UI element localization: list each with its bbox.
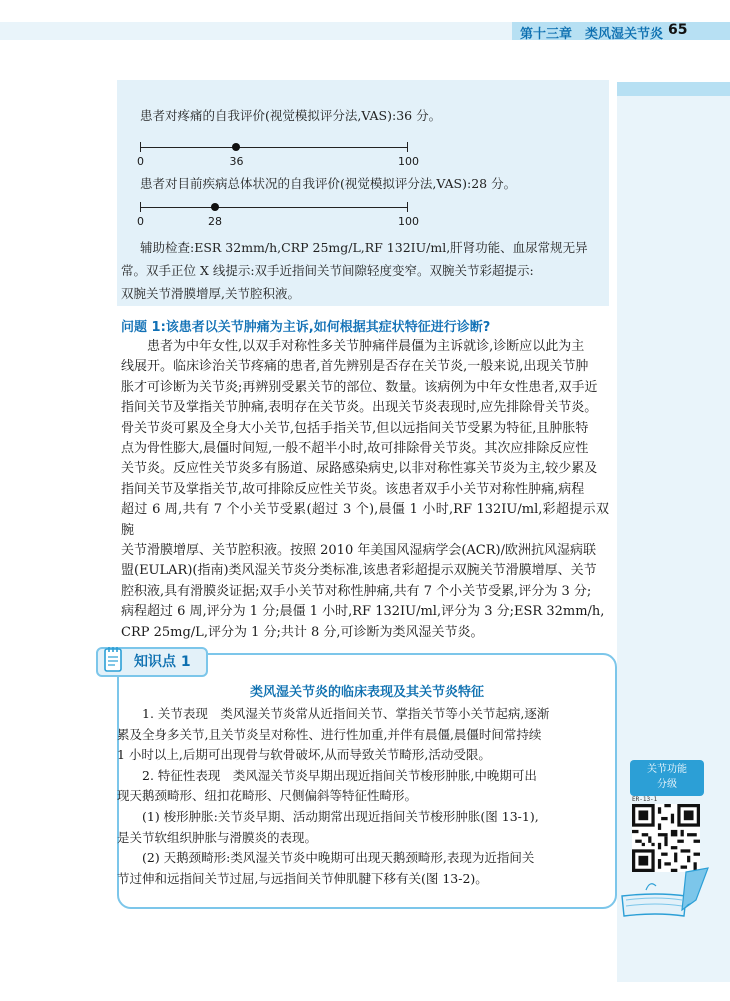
- knowledge-line: 节过伸和远指间关节过屈,与远指间关节伸肌腱下移有关(图 13-2)。: [117, 870, 488, 886]
- scale-tick-min: [140, 142, 141, 152]
- aux-exam-line-3: 双腕关节滑膜增厚,关节腔积液。: [121, 286, 300, 301]
- answer-line: 关节炎。反应性关节炎多有肠道、尿路感染病史,以非对称性寡关节炎为主,较少累及: [121, 461, 598, 477]
- qr-code-icon[interactable]: [632, 804, 700, 872]
- knowledge-line: 是关节软组织肿胀与滑膜炎的表现。: [117, 829, 318, 845]
- qr-code-id: ER-13-1: [632, 796, 658, 803]
- knowledge-line: 现天鹅颈畸形、纽扣花畸形、尺侧偏斜等特征性畸形。: [117, 788, 418, 804]
- page-header: [0, 0, 730, 44]
- knowledge-line: 累及全身多关节,且关节炎呈对称性、进行性加重,并伴有晨僵,晨僵时间常持续: [117, 726, 542, 742]
- knowledge-point-tab: [96, 645, 206, 677]
- answer-line: 关节滑膜增厚、关节腔积液。按照 2010 年美国风湿病学会(ACR)/欧洲抗风湿病联: [121, 543, 596, 559]
- aux-exam-line-2: 常。双手正位 X 线提示:双手近指间关节间隙轻度变窄。双腕关节彩超提示:: [121, 263, 534, 278]
- scale-tick-max: [407, 202, 408, 212]
- answer-line: 腔积液,具有滑膜炎证据;双手小关节对称性肿痛,共有 7 个小关节受累,评分为 3 分;: [121, 583, 592, 599]
- answer-line: CRP 25mg/L,评分为 1 分;共计 8 分,可诊断为类风湿关节炎。: [121, 624, 484, 640]
- scale-marker: [211, 203, 219, 211]
- knowledge-line: 1 小时以上,后期可出现骨与软骨破坏,从而导致关节畸形,活动受限。: [117, 747, 491, 763]
- scale-max-label: 100: [398, 215, 419, 228]
- knowledge-body: [117, 704, 605, 889]
- scale-line: [140, 147, 408, 148]
- answer-line: 线展开。临床诊治关节疼痛的患者,首先辨别是否存在关节炎,一般来说,出现关节肿: [121, 359, 589, 375]
- page-number: 65: [668, 22, 688, 38]
- vas-pain-text: 患者对疼痛的自我评价(视觉模拟评分法,VAS):36 分。: [140, 108, 442, 123]
- answer-line: 点为骨性膨大,晨僵时间短,一般不超半小时,故可排除骨关节炎。其次应排除反应性: [121, 441, 589, 457]
- scale-min-label: 0: [137, 215, 144, 228]
- answer-line: 盟(EULAR)(指南)类风湿关节炎分类标准,该患者彩超提示双腕关节滑膜增厚、关节: [121, 563, 597, 579]
- answer-line: 患者为中年女性,以双手对称性多关节肿痛伴晨僵为主诉就诊,诊断应以此为主: [147, 339, 585, 354]
- knowledge-line: 1. 关节表现 类风湿关节炎常从近指间关节、掌指关节等小关节起病,逐渐: [142, 706, 550, 721]
- scale-line: [140, 207, 408, 208]
- side-panel-top-band: [617, 82, 730, 96]
- side-label-line-1: 关节功能: [647, 764, 687, 775]
- knowledge-point-label: 知识点 1: [134, 654, 191, 670]
- answer-line: 指间关节及掌指关节,故可排除反应性关节炎。该患者双手小关节对称性肿痛,病程: [121, 481, 585, 497]
- scale-tick-max: [407, 142, 408, 152]
- pen-notebook-icon: [616, 866, 716, 924]
- aux-exam-line-1: 辅助检查:ESR 32mm/h,CRP 25mg/L,RF 132IU/ml,肝肾功能、血尿常规无异: [140, 240, 588, 255]
- scale-value-label: 28: [208, 215, 223, 228]
- answer-line: 超过 6 周,共有 7 个小关节受累(超过 3 个),晨僵 1 小时,RF 132IU/ml,彩超提示双腕: [121, 502, 609, 538]
- side-label-line-2: 分级: [657, 779, 677, 790]
- scale-min-label: 0: [137, 155, 144, 168]
- chapter-title: 第十三章 类风湿关节炎: [520, 27, 664, 42]
- knowledge-line: 2. 特征性表现 类风湿关节炎早期出现近指间关节梭形肿胀,中晚期可出: [142, 767, 537, 783]
- answer-line: 骨关节炎可累及全身大小关节,包括手指关节,但以远指间关节受累为特征,且肿胀特: [121, 420, 589, 436]
- joint-function-grade-link[interactable]: [630, 760, 704, 796]
- knowledge-title: 类风湿关节炎的临床表现及其关节炎特征: [249, 685, 484, 700]
- answer-line: 病程超过 6 周,评分为 1 分;晨僵 1 小时,RF 132IU/ml,评分为 3 分;ESR 32mm/h,: [121, 604, 605, 620]
- scale-value-label: 36: [229, 155, 244, 168]
- answer-line: 指间关节及掌指关节肿痛,表明存在关节炎。出现关节炎表现时,应先排除骨关节炎。: [121, 400, 598, 416]
- question-heading: 问题 1:该患者以关节肿痛为主诉,如何根据其症状特征进行诊断?: [121, 320, 491, 335]
- vas-global-text: 患者对目前疾病总体状况的自我评价(视觉模拟评分法,VAS):28 分。: [140, 176, 517, 191]
- knowledge-line: (1) 梭形肿胀:关节炎早期、活动期常出现近指间关节梭形肿胀(图 13-1),: [142, 808, 539, 824]
- notebook-icon: [102, 645, 124, 673]
- answer-body: [121, 337, 609, 643]
- knowledge-line: (2) 天鹅颈畸形:类风湿关节炎中晚期可出现天鹅颈畸形,表现为近指间关: [142, 850, 535, 866]
- scale-tick-min: [140, 202, 141, 212]
- answer-line: 胀才可诊断为关节炎;再辨别受累关节的部位、数量。该病例为中年女性患者,双手近: [121, 379, 598, 395]
- scale-max-label: 100: [398, 155, 419, 168]
